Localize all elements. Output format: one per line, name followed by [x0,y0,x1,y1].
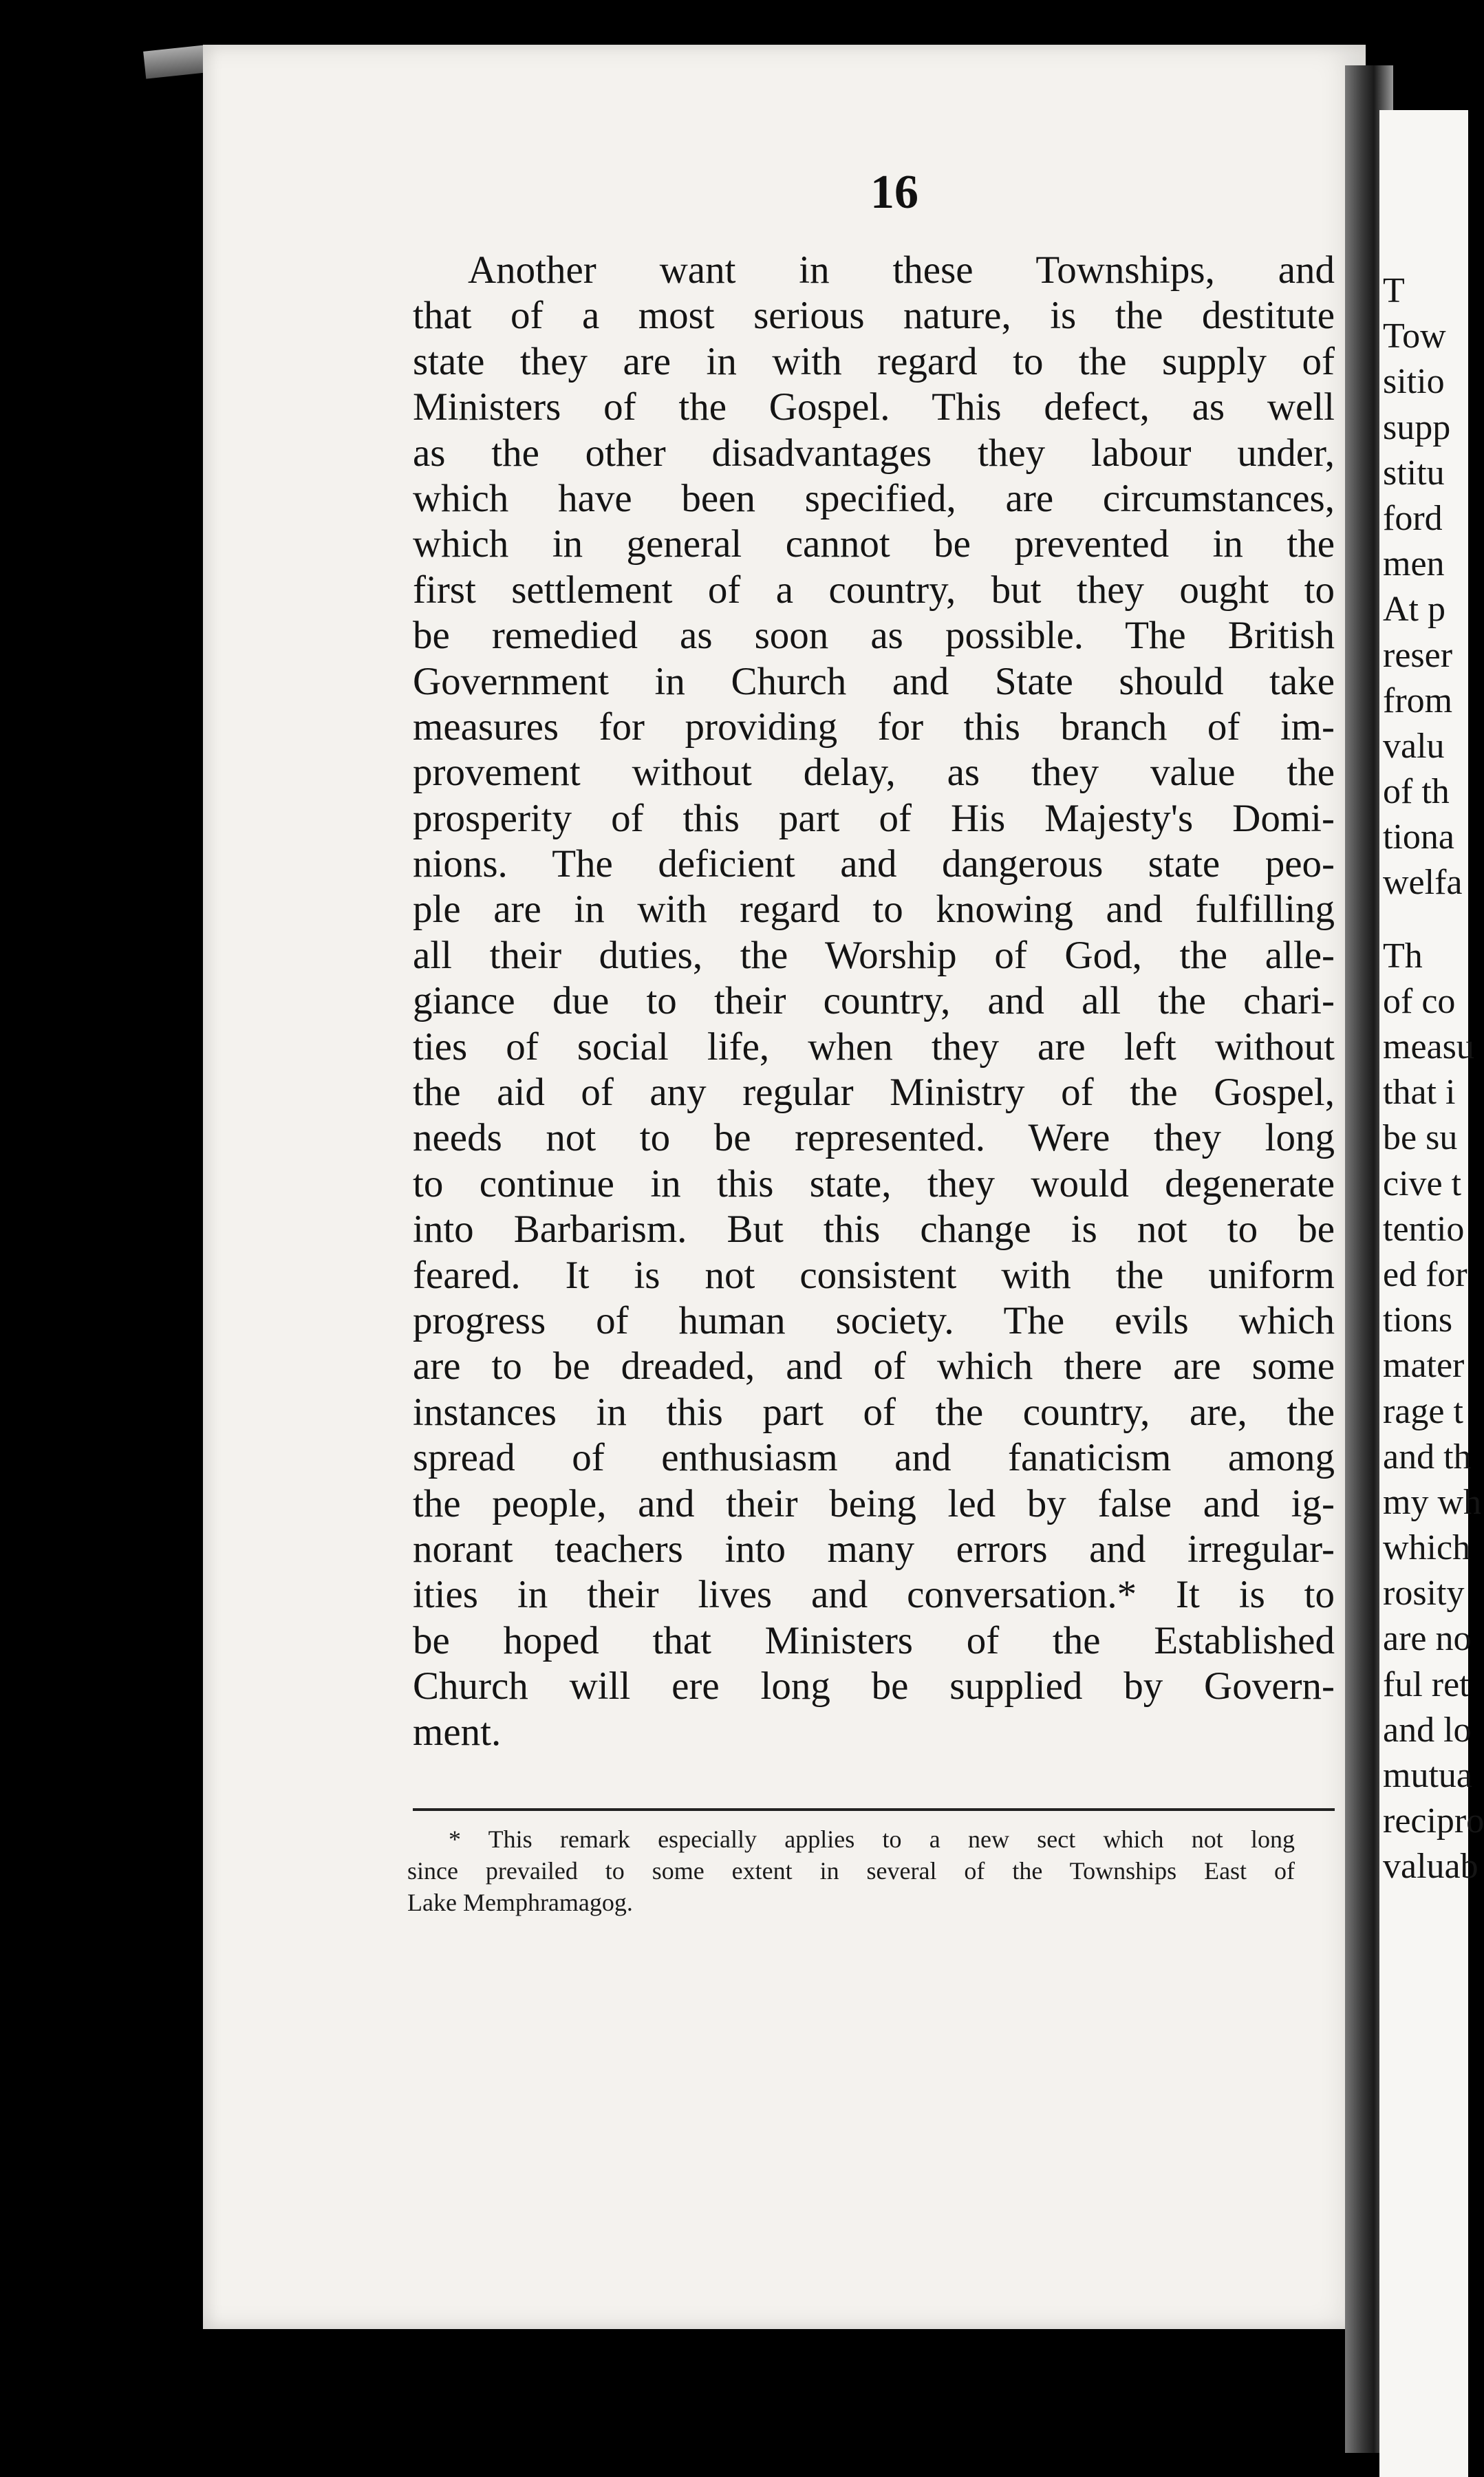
facing-line-fragment: cive t [1383,1164,1462,1203]
facing-line-fragment: are no [1383,1619,1472,1659]
facing-line-fragment: men [1383,544,1445,584]
facing-line-fragment: T [1383,271,1405,310]
text-line: be hoped that Ministers of the Established [413,1618,1335,1662]
facing-line-fragment: my wh [1383,1482,1481,1522]
facing-line-fragment: from [1383,680,1453,720]
text-line: the aid of any regular Ministry of the Gospel, [413,1071,1335,1115]
text-line: to continue in this state, they would degenerate [413,1161,1335,1205]
footnote-rule [413,1808,1335,1811]
facing-line-fragment: valu [1383,726,1445,766]
page-edge-tab [143,45,208,78]
facing-line-fragment: be su [1383,1118,1458,1158]
facing-line-fragment: and lo [1383,1710,1472,1750]
text-line: ties of social life, when they are left without [413,1025,1335,1069]
facing-line-fragment: Th [1383,936,1423,976]
facing-line-fragment: recipro [1383,1801,1484,1841]
text-line: which in general cannot be prevented in the [413,522,1335,566]
facing-line-fragment: and th [1383,1437,1472,1477]
facing-line-fragment: ford [1383,498,1443,538]
text-line: giance due to their country, and all the chari- [413,979,1335,1023]
text-line: first settlement of a country, but they ought to [413,568,1335,612]
text-line: that of a most serious nature, is the destitute [413,294,1335,338]
facing-line-fragment: mater [1383,1346,1465,1386]
text-line: Ministers of the Gospel. This defect, as well [413,385,1335,429]
text-line: feared. It is not consistent with the uniform [413,1253,1335,1297]
facing-line-fragment: tentio [1383,1209,1465,1249]
text-line: norant teachers into many errors and irregular- [413,1527,1335,1571]
text-line: are to be dreaded, and of which there are some [413,1344,1335,1388]
text-line: be remedied as soon as possible. The British [413,614,1335,658]
facing-line-fragment [1383,906,1472,934]
text-line: spread of enthusiasm and fanaticism among [413,1436,1335,1480]
text-line: as the other disadvantages they labour under, [413,431,1335,475]
facing-line-fragment: rage t [1383,1391,1463,1431]
text-line: ple are in with regard to knowing and fulfilling [413,888,1335,932]
facing-line-fragment: of co [1383,981,1456,1021]
text-line: all their duties, the Worship of God, the alle- [413,933,1335,977]
facing-line-fragment: which [1383,1528,1471,1568]
footnote [407,1823,1295,1918]
text-line: provement without delay, as they value the [413,751,1335,795]
text-line: ment. [413,1710,502,1754]
facing-line-fragment: reser [1383,635,1453,675]
text-line: nions. The deficient and dangerous state peo- [413,842,1335,886]
facing-line-fragment: tiona [1383,817,1454,857]
facing-page-text [1383,268,1484,1890]
facing-line-fragment: At p [1383,590,1445,630]
text-line: prosperity of this part of His Majesty's Domi- [413,796,1335,840]
facing-line-fragment: rosity [1383,1574,1465,1613]
facing-line-fragment: measu [1383,1027,1474,1066]
body-text [413,248,1335,1755]
text-line: needs not to be represented. Were they long [413,1116,1335,1160]
facing-line-fragment: sitio [1383,362,1445,402]
text-line: Another want in these Townships, and [468,248,1335,292]
text-line: which have been specified, are circumstances, [413,476,1335,520]
text-line: into Barbarism. But this change is not to be [413,1208,1335,1252]
text-line: state they are in with regard to the supply of [413,339,1335,383]
text-line: progress of human society. The evils which [413,1298,1335,1342]
facing-line-fragment: ed for [1383,1254,1467,1294]
page-number: 16 [870,166,918,219]
facing-line-fragment: supp [1383,407,1451,447]
facing-line-fragment: stitu [1383,453,1445,493]
text-line: Church will ere long be supplied by Govern- [413,1664,1335,1708]
text-line: the people, and their being led by false and ig- [413,1481,1335,1525]
text-line: instances in this part of the country, are, the [413,1390,1335,1434]
text-line: * This remark especially applies to a new sect which not long [449,1825,1295,1853]
facing-line-fragment: valuab [1383,1847,1478,1887]
facing-line-fragment: tions [1383,1300,1453,1340]
facing-line-fragment: that i [1383,1073,1456,1113]
text-line: since prevailed to some extent in several of the Townships East of [407,1857,1295,1885]
text-line: measures for providing for this branch of im- [413,705,1335,749]
text-line: ities in their lives and conversation.* It is to [413,1573,1335,1617]
text-line: Government in Church and State should take [413,659,1335,703]
text-line: Lake Memphramagog. [407,1889,633,1916]
facing-line-fragment: Tow [1383,317,1446,356]
facing-line-fragment: mutua [1383,1756,1472,1795]
facing-line-fragment: of th [1383,772,1450,812]
facing-line-fragment: welfa [1383,863,1463,903]
facing-line-fragment: ful ret [1383,1664,1470,1704]
